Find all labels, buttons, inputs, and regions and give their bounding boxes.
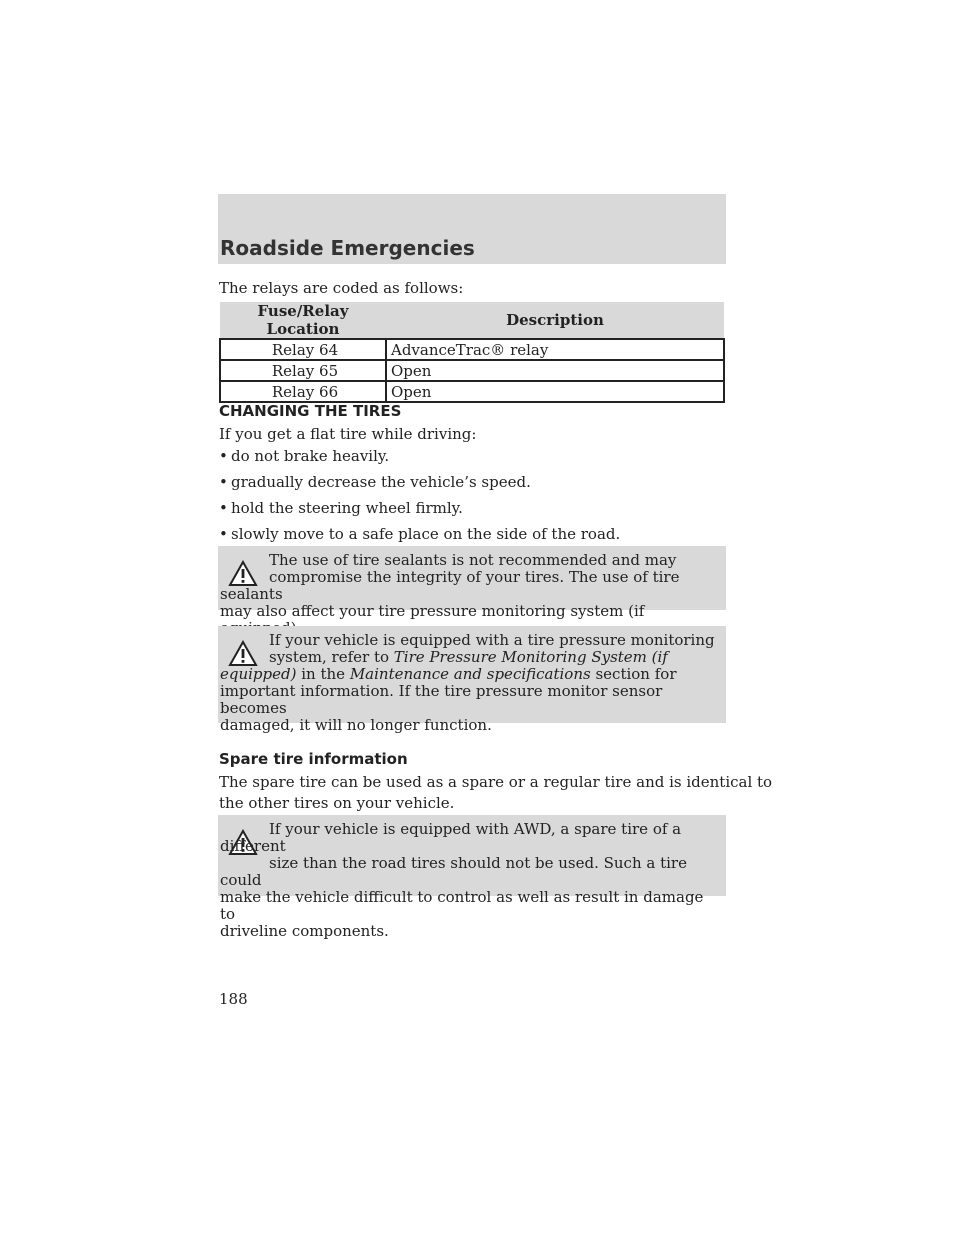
- cell-description: Open: [386, 360, 724, 381]
- table-row: [220, 381, 724, 402]
- table-row: [220, 339, 724, 360]
- list-item: • do not brake heavily.: [219, 447, 390, 465]
- relay-table: [219, 302, 725, 403]
- warning-box-awd: [218, 815, 726, 940]
- section-title: Roadside Emergencies: [220, 236, 475, 260]
- list-item: • hold the steering wheel firmly.: [219, 499, 463, 517]
- column-header-description: Description: [386, 302, 724, 339]
- warning-box-tpms: [218, 626, 726, 734]
- flat-tire-list: [219, 446, 620, 550]
- list-item: • slowly move to a safe place on the side of the road.: [219, 525, 621, 543]
- cell-location: Relay 66: [220, 381, 386, 402]
- table-header-row: [220, 302, 724, 339]
- reference-link-tpms: Tire Pressure Monitoring System (if: [393, 648, 668, 666]
- table-row: [220, 360, 724, 381]
- flat-tire-lead: If you get a flat tire while driving:: [219, 425, 477, 443]
- bullet-icon: •: [219, 447, 228, 465]
- warning-text: If your vehicle is equipped with a tire pressure monitoring system, refer to Tire Pressure Monitoring System (if equipped) in the Maintenance and specifications section for important information. If the tire pressure monitor sensor becomes damaged, it will no longer function.: [220, 631, 715, 734]
- intro-text: The relays are coded as follows:: [219, 279, 464, 297]
- warning-text: If your vehicle is equipped with AWD, a spare tire of a different size than the road tires should not be used. Such a tire could make the vehicle difficult to control as well as result in damage to driveline components.: [220, 820, 704, 940]
- bullet-icon: •: [219, 499, 228, 517]
- heading-changing-tires: CHANGING THE TIRES: [219, 402, 402, 420]
- list-item: • gradually decrease the vehicle’s speed.: [219, 473, 531, 491]
- cell-description: Open: [386, 381, 724, 402]
- reference-link-maintenance: Maintenance and specifications: [349, 665, 591, 683]
- cell-location: Relay 65: [220, 360, 386, 381]
- warning-box-sealants: [218, 546, 726, 620]
- bullet-icon: •: [219, 525, 228, 543]
- cell-location: Relay 64: [220, 339, 386, 360]
- cell-description: AdvanceTrac® relay: [386, 339, 724, 360]
- warning-text: The use of tire sealants is not recommended and may compromise the integrity of your tires. The use of tire sealants may also affect your tire pressure monitoring system (if: [220, 551, 680, 620]
- bullet-icon: •: [219, 473, 228, 491]
- heading-spare-tire: Spare tire information: [219, 750, 408, 768]
- page-number: 188: [219, 990, 248, 1008]
- column-header-location: Fuse/Relay Location: [220, 302, 386, 339]
- spare-tire-text: The spare tire can be used as a spare or a regular tire and is identical to the other tires on your vehicle.: [219, 773, 773, 812]
